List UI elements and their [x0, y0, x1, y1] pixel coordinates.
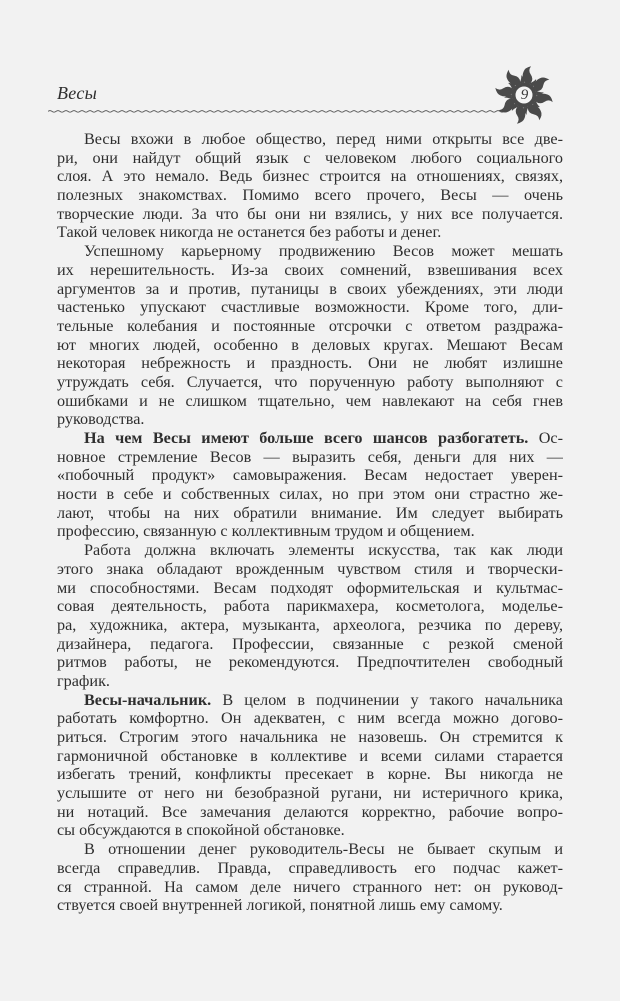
text-line: руководства.: [57, 410, 145, 429]
text-line: ра, художника, актера, музыканта, археолога, резчика по дереву,: [57, 615, 563, 634]
text-line: тельные колебания и постоянные отсрочки с ответом раздража-: [57, 316, 563, 335]
text-line: ритмов работы, не рекомендуются. Предпочтителен свободный: [57, 653, 563, 672]
text-line: ности в себе и собственных силах, но при этом они страстно же-: [57, 485, 563, 504]
text-line: На чем Весы имеют больше всего шансов разбогатеть. Ос-: [84, 429, 563, 447]
text-line: Весы-начальник. В целом в подчинении у такого начальника: [84, 690, 563, 709]
text-line: слоя. А это немало. Ведь бизнес строится на отношениях, связях,: [57, 167, 563, 186]
body-text: [57, 130, 563, 915]
header-rule: [48, 109, 506, 114]
text-line: работать комфортно. Он адекватен, с ним всегда можно догово-: [57, 709, 563, 728]
text-line: утруждать себя. Случается, что порученную работу выполняют с: [57, 372, 563, 391]
text-line: полезных знакомствах. Помимо всего прочего, Весы — очень: [57, 186, 563, 205]
text-line: гармоничной обстановке в коллективе и всеми силами старается: [57, 746, 563, 765]
text-line: ошибками и не слишком тщательно, чем навлекают на себя гнев: [57, 391, 563, 410]
text-line: дизайнера, педагога. Профессии, связанные с резкой сменой: [57, 634, 563, 653]
text-line: частенько упускают счастливые возможности. Кроме того, дли-: [57, 298, 563, 317]
text-line: ствуется своей внутренней логикой, понятной лишь ему самому.: [57, 896, 503, 915]
text-line: совая деятельность, работа парикмахера, косметолога, моделье-: [57, 597, 563, 616]
text-line: ни нотаций. Все замечания делаются корректно, рабочие вопро-: [57, 802, 563, 821]
text-line: творческие люди. За что бы они ни взялись, у них все получается.: [57, 204, 563, 223]
text-line: некоторая небрежность и праздность. Они не любят излишне: [57, 354, 563, 373]
text-line: «побочный продукт» самовыражения. Весам недостает уверен-: [57, 466, 563, 485]
paragraph-lead: На чем Весы имеют больше всего шансов разбогатеть.: [84, 429, 529, 447]
text-line: аргументов за и против, путаницы в своих убеждениях, эти люди: [57, 279, 563, 298]
text-line: ри, они найдут общий язык с человеком любого социального: [57, 148, 563, 167]
text-line: этого знака обладают врожденным чувством стиля и творчески-: [57, 559, 563, 578]
text-line: всегда справедлив. Правда, справедливость его подчас кажет-: [57, 858, 563, 877]
text-line: график.: [57, 671, 110, 690]
text-line: Такой человек никогда не останется без работы и денег.: [57, 223, 442, 242]
sun-ornament-icon: [493, 64, 555, 126]
text-line: риться. Строгим этого начальника не назовешь. Он стремится к: [57, 728, 563, 746]
text-line: В отношении денег руководитель-Весы не бывает скупым и: [84, 840, 563, 859]
running-head: Весы: [57, 83, 98, 103]
text-line: ся странной. На самом деле ничего странного нет: он руковод-: [57, 877, 563, 896]
paragraph-lead: Весы-начальник.: [84, 690, 212, 709]
text-line: лают, чтобы на них обратили внимание. Им следует выбирать: [57, 503, 563, 522]
text-line: ют многих людей, особенно в деловых кругах. Мешают Весам: [57, 335, 563, 354]
text-line: услышите от него ни безобразной ругани, ни истеричного крика,: [57, 784, 563, 803]
text-line: новное стремление Весов — выразить себя, деньги для них —: [57, 447, 563, 466]
text-line: их нерешительность. Из-за своих сомнений, взвешивания всех: [57, 260, 563, 279]
page-number: 9: [520, 86, 529, 103]
text-line: избегать трений, конфликты пресекает в корне. Вы никогда не: [57, 765, 563, 784]
text-line: Весы вхожи в любое общество, перед ними открыты все две-: [84, 130, 563, 148]
text-line: сы обсуждаются в спокойной обстановке.: [57, 821, 345, 840]
text-line: ми способностями. Весам подходят оформительская и культмас-: [57, 578, 563, 597]
text-line: Успешному карьерному продвижению Весов может мешать: [84, 242, 563, 261]
text-line: профессию, связанную с коллективным трудом и общением.: [57, 522, 475, 541]
text-line: Работа должна включать элементы искусства, так как люди: [84, 541, 563, 560]
